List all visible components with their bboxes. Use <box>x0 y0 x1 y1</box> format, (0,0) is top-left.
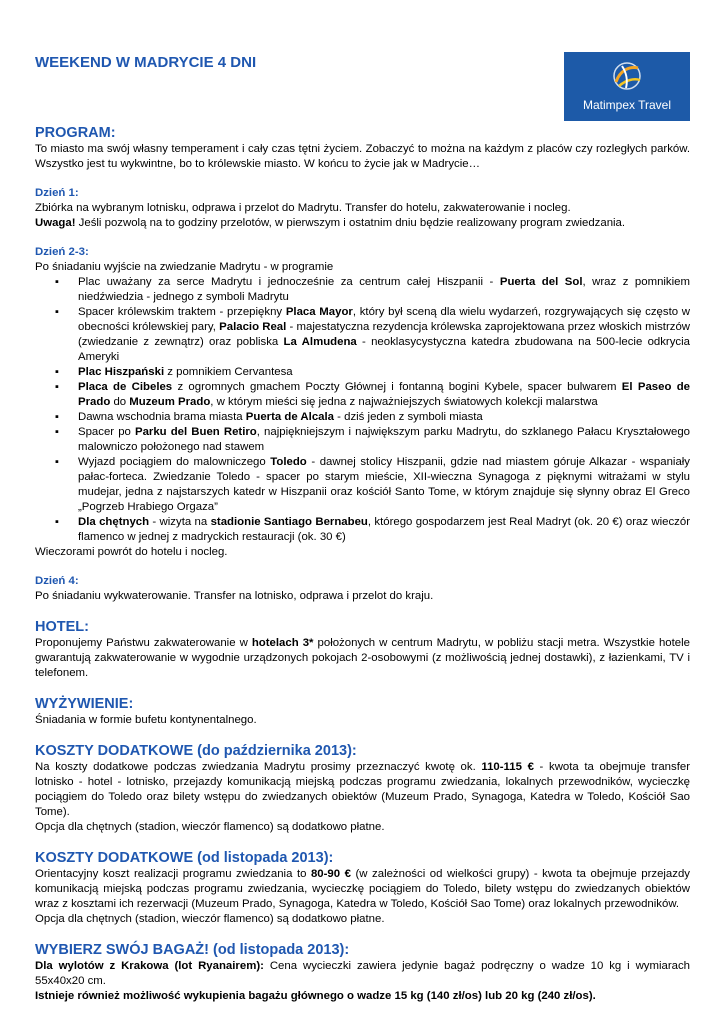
costs2-heading: KOSZTY DODATKOWE (od listopada 2013): <box>35 850 334 866</box>
day23-intro: Po śniadaniu wyjście na zwiedzanie Madrytu - w programie <box>35 261 334 273</box>
food-text: Śniadania w formie bufetu kontynentalnego. <box>35 714 257 726</box>
day1-note <box>35 216 690 231</box>
list-item: ▪ Plac Hiszpański z pomnikiem Cervantesa <box>35 365 690 380</box>
program-heading: PROGRAM: <box>35 125 116 141</box>
day23-outro: Wieczorami powrót do hotelu i nocleg. <box>35 546 228 558</box>
hotel-text: Proponujemy Państwu zakwaterowanie w hotelach 3* położonych w centrum Madrytu, w pobliżu stacji metra. Wszystkie hotele gwarantują zakwaterowanie w wygodnie urządzonych pokojach 2-osobowymi (z możliwością jednej dostawki), z łazienkami, TV i telefonem. <box>35 637 690 679</box>
costs2-text: Orientacyjny koszt realizacji programu zwiedzania to 80-90 € (w zależności od wielkości grupy) - kwota ta obejmuje przejazdy komunikacją miejską podczas programu zwiedzania, wycieczkę pociągiem do Toledo, bilety wstępu do zwiedzanych obiektów wraz z kosztami ich rezerwacji (Muzeum Prado, Synagoga, Katedra w Toledo, Kościół Sao Tome) oraz lokalnych przewodników. <box>35 868 690 910</box>
company-logo <box>564 52 690 121</box>
list-item: ▪ Dla chętnych - wizyta na stadionie Santiago Bernabeu, którego gospodarzem jest Real Madryt (ok. 20 €) oraz wieczór flamenco w jednej z madryckich restauracji (ok. 30 €) <box>35 515 690 545</box>
logo-text: Matimpex Travel <box>582 98 672 112</box>
note-label: Uwaga! <box>35 217 76 229</box>
baggage-line1: Dla wylotów z Krakowa (lot Ryanairem): Cena wycieczki zawiera jedynie bagaż podręczny o wadze 10 kg i wymiarach 55x40x20 cm. <box>35 960 690 987</box>
costs1-extra: Opcja dla chętnych (stadion, wieczór flamenco) są dodatkowo płatne. <box>35 821 385 833</box>
costs1-text: Na koszty dodatkowe podczas zwiedzania Madrytu prosimy przeznaczyć kwotę ok. 110-115 € - kwota ta obejmuje transfer lotnisko - hotel - lotnisko, przejazdy komunikacją miejską podczas programu zwiedzania, lokalnych przewodników, wycieczkę pociągiem do Toledo oraz bilety wstępu do zwiedzanych obiektów (Muzeum Prado, Synagoga, Katedra w Toledo, Kościół Sao Tome). <box>35 761 691 818</box>
hotel-heading: HOTEL: <box>35 619 89 635</box>
list-item: ▪ Placa de Cibeles z ogromnych gmachem Poczty Głównej i fontanną bogini Kybele, spacer bulwarem El Paseo de Prado do Muzeum Prado, w którym mieści się jedna z najważniejszych światowych kolekcji malarstwa <box>35 380 690 410</box>
baggage-heading: WYBIERZ SWÓJ BAGAŻ! (od listopada 2013): <box>35 942 350 958</box>
day1-text: Zbiórka na wybranym lotnisku, odprawa i przelot do Madrytu. Transfer do hotelu, zakwaterowanie i nocleg. <box>35 202 571 214</box>
baggage-line2: Istnieje również możliwość wykupienia bagażu głównego o wadze 15 kg (140 zł/os) lub 20 kg (240 zł/os). <box>35 990 596 1002</box>
food-heading: WYŻYWIENIE: <box>35 696 134 712</box>
day1-label: Dzień 1: <box>35 187 79 199</box>
list-item: ▪ Plac uważany za serce Madrytu i jednocześnie za centrum całej Hiszpanii - Puerta del Sol, wraz z pomnikiem niedźwiedzia - jednego z symboli Madrytu <box>35 275 690 305</box>
note-text: Jeśli pozwolą na to godziny przelotów, w pierwszym i ostatnim dniu będzie realizowany program zwiedzania. <box>75 217 626 229</box>
list-item: ▪ Dawna wschodnia brama miasta Puerta de Alcala - dziś jeden z symboli miasta <box>35 410 690 425</box>
list-item: ▪ Spacer królewskim traktem - przepiękny Placa Mayor, który był sceną dla wielu wydarzeń, rozgrywających się często w obecności królewskiej pary, Palacio Real - majestatyczna rezydencja królewska zaprojektowana przez włoskich mistrzów (zwiedzanie z zewnątrz) oraz pobliska La Almudena - neoklasycystyczna katedra zbudowana na 500-lecie odkrycia Ameryki <box>35 305 690 365</box>
program-intro: To miasto ma swój własny temperament i cały czas tętni życiem. Zobaczyć to można na każdym z placów czy rozległych parków. Wszystko jest tu wykwintne, bo to królewskie miasto. W końcu to życie jak w Madrycie… <box>35 143 690 170</box>
costs1-heading: KOSZTY DODATKOWE (do października 2013): <box>35 743 357 759</box>
list-item: ▪ Spacer po Parku del Buen Retiro, najpiękniejszym i największym parku Madrytu, do szklanego Pałacu Kryształowego malowniczo położonego nad stawem <box>35 425 690 455</box>
page-title: WEEKEND W MADRYCIE 4 DNI <box>35 54 257 71</box>
day4-label: Dzień 4: <box>35 575 79 587</box>
main-content <box>35 124 690 1004</box>
list-item: ▪ Wyjazd pociągiem do malowniczego Toledo - dawnej stolicy Hiszpanii, gdzie nad miastem góruje Alkazar - wspaniały pałac-forteca. Zwiedzanie Toledo - spacer po starym mieście, XII-wieczna Synagoga z pięknymi witrażami w stylu mudejar, jedna z najstarszych katedr w Hiszpanii oraz kościół Santo Tome, w którym znajduje się słynny obraz El Greco „Pogrzeb Hrabiego Orgaza” <box>35 455 690 515</box>
day23-list <box>35 275 690 545</box>
costs2-extra: Opcja dla chętnych (stadion, wieczór flamenco) są dodatkowo płatne. <box>35 913 385 925</box>
day4-text: Po śniadaniu wykwaterowanie. Transfer na lotnisko, odprawa i przelot do kraju. <box>35 590 434 602</box>
day23-label: Dzień 2-3: <box>35 246 89 258</box>
